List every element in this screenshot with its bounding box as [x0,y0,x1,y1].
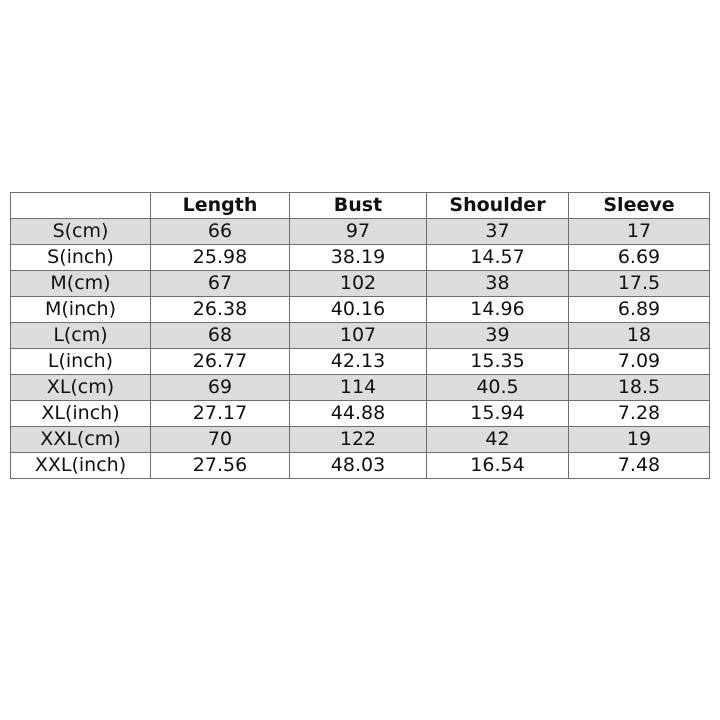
table-row [11,323,710,349]
sleeve-cell: 6.69 [569,245,710,271]
length-cell: 27.17 [151,401,290,427]
header-cell-shoulder: Shoulder [427,193,569,219]
table-row [11,219,710,245]
sleeve-cell: 17.5 [569,271,710,297]
length-cell: 25.98 [151,245,290,271]
sleeve-cell: 17 [569,219,710,245]
bust-cell: 122 [290,427,427,453]
size-label-cell: L(cm) [11,323,151,349]
size-label-cell: XXL(inch) [11,453,151,479]
header-cell-bust: Bust [290,193,427,219]
size-label-cell: S(inch) [11,245,151,271]
bust-cell: 102 [290,271,427,297]
shoulder-cell: 42 [427,427,569,453]
header-cell-length: Length [151,193,290,219]
shoulder-cell: 15.35 [427,349,569,375]
bust-cell: 107 [290,323,427,349]
length-cell: 66 [151,219,290,245]
table-row [11,453,710,479]
size-label-cell: XL(cm) [11,375,151,401]
shoulder-cell: 16.54 [427,453,569,479]
length-cell: 27.56 [151,453,290,479]
header-cell-size [11,193,151,219]
size-label-cell: XL(inch) [11,401,151,427]
size-chart-table [10,192,710,479]
table-row [11,271,710,297]
length-cell: 26.77 [151,349,290,375]
sleeve-cell: 18.5 [569,375,710,401]
table-row [11,349,710,375]
sleeve-cell: 6.89 [569,297,710,323]
bust-cell: 38.19 [290,245,427,271]
length-cell: 68 [151,323,290,349]
sleeve-cell: 7.28 [569,401,710,427]
shoulder-cell: 38 [427,271,569,297]
size-label-cell: M(inch) [11,297,151,323]
shoulder-cell: 37 [427,219,569,245]
table-row [11,427,710,453]
bust-cell: 97 [290,219,427,245]
table-row [11,245,710,271]
sleeve-cell: 18 [569,323,710,349]
bust-cell: 48.03 [290,453,427,479]
bust-cell: 114 [290,375,427,401]
shoulder-cell: 15.94 [427,401,569,427]
shoulder-cell: 40.5 [427,375,569,401]
table-row [11,297,710,323]
header-row [11,193,710,219]
header-cell-sleeve: Sleeve [569,193,710,219]
shoulder-cell: 39 [427,323,569,349]
sleeve-cell: 7.48 [569,453,710,479]
size-label-cell: M(cm) [11,271,151,297]
length-cell: 26.38 [151,297,290,323]
table-row [11,401,710,427]
length-cell: 67 [151,271,290,297]
length-cell: 69 [151,375,290,401]
size-label-cell: L(inch) [11,349,151,375]
sleeve-cell: 7.09 [569,349,710,375]
sleeve-cell: 19 [569,427,710,453]
length-cell: 70 [151,427,290,453]
size-label-cell: XXL(cm) [11,427,151,453]
size-label-cell: S(cm) [11,219,151,245]
bust-cell: 40.16 [290,297,427,323]
bust-cell: 44.88 [290,401,427,427]
bust-cell: 42.13 [290,349,427,375]
shoulder-cell: 14.57 [427,245,569,271]
shoulder-cell: 14.96 [427,297,569,323]
table-row [11,375,710,401]
